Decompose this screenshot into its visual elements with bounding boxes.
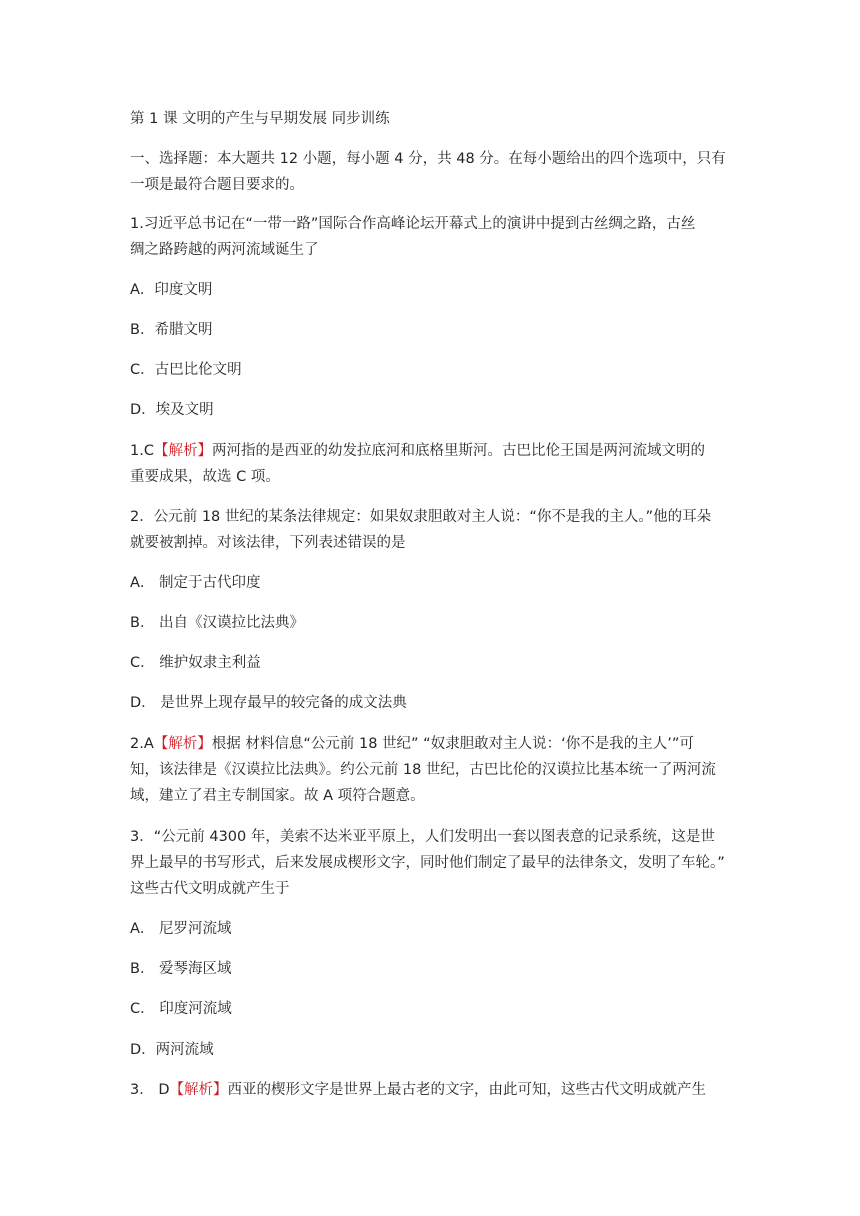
question-3-option-c: C． 印度河流域 (130, 1001, 232, 1017)
question-3-stem-line-1: 3．“公元前 4300 年，美索不达米亚平原上，人们发明出一套以图表意的记录系统，这是世 (130, 829, 715, 845)
question-1-option-d: D．埃及文明 (130, 402, 214, 418)
answer-prefix: 1.C (130, 443, 154, 459)
question-2-stem-line-1: 2．公元前 18 世纪的某条法律规定：如果奴隶胆敢对主人说：“你不是我的主人。”他的耳朵 (130, 509, 712, 525)
analysis-label: 【解析】 (153, 443, 212, 459)
question-3-answer-line-1 (130, 1079, 740, 1101)
question-3-stem-line-3: 这些古代文明成就产生于 (130, 881, 290, 897)
question-1-option-c: C．古巴比伦文明 (130, 362, 242, 378)
analysis-label: 【解析】 (169, 1082, 228, 1098)
question-1-stem-line-2: 绸之路跨越的两河流域诞生了 (130, 242, 319, 258)
question-2-option-b: B． 出自《汉谟拉比法典》 (130, 615, 305, 631)
question-2-option-a: A． 制定于古代印度 (130, 575, 261, 591)
question-1-stem-line-1: 1.习近平总书记在“一带一路”国际合作高峰论坛开幕式上的演讲中提到古丝绸之路，古丝 (130, 216, 696, 232)
answer-prefix: 2.A (130, 736, 154, 752)
document-title: 第 1 课 文明的产生与早期发展 同步训练 (130, 111, 390, 127)
question-2-option-c: C． 维护奴隶主利益 (130, 655, 261, 671)
section-header-line-1: 一、选择题：本大题共 12 小题，每小题 4 分，共 48 分。在每小题给出的四个选项中，只有 (130, 151, 726, 167)
question-3-option-b: B． 爱琴海区域 (130, 961, 232, 977)
question-2-option-d: D． 是世界上现存最早的较完备的成文法典 (130, 695, 407, 711)
question-1-answer-line-2: 重要成果，故选 C 项。 (130, 469, 280, 485)
question-1-answer-line-1 (130, 440, 740, 462)
answer-prefix: 3． D (130, 1082, 170, 1098)
question-1-option-a: A．印度文明 (130, 282, 213, 298)
question-1-option-b: B．希腊文明 (130, 322, 213, 338)
question-2-stem-line-2: 就要被割掉。对该法律，下列表述错误的是 (130, 535, 406, 551)
question-3-stem-line-2: 界上最早的书写形式，后来发展成楔形文字，同时他们制定了最早的法律条文，发明了车轮。” (130, 855, 725, 871)
question-3-option-d: D．两河流域 (130, 1042, 214, 1058)
question-2-answer-line-2: 知，该法律是《汉谟拉比法典》。约公元前 18 世纪，古巴比伦的汉谟拉比基本统一了两河流 (130, 762, 716, 778)
analysis-text: 两河指的是西亚的幼发拉底河和底格里斯河。古巴比伦王国是两河流域文明的 (211, 443, 705, 459)
question-2-answer-line-3: 域，建立了君主专制国家。故 A 项符合题意。 (130, 788, 425, 804)
analysis-text: 西亚的楔形文字是世界上最古老的文字，由此可知，这些古代文明成就产生 (227, 1082, 706, 1098)
analysis-label: 【解析】 (153, 736, 212, 752)
question-2-answer-line-1 (130, 733, 740, 755)
section-header-line-2: 一项是最符合题目要求的。 (130, 177, 304, 193)
question-3-option-a: A． 尼罗河流域 (130, 921, 232, 937)
analysis-text: 根据 材料信息“公元前 18 世纪” “奴隶胆敢对主人说：‘你不是我的主人’”可 (211, 736, 694, 752)
